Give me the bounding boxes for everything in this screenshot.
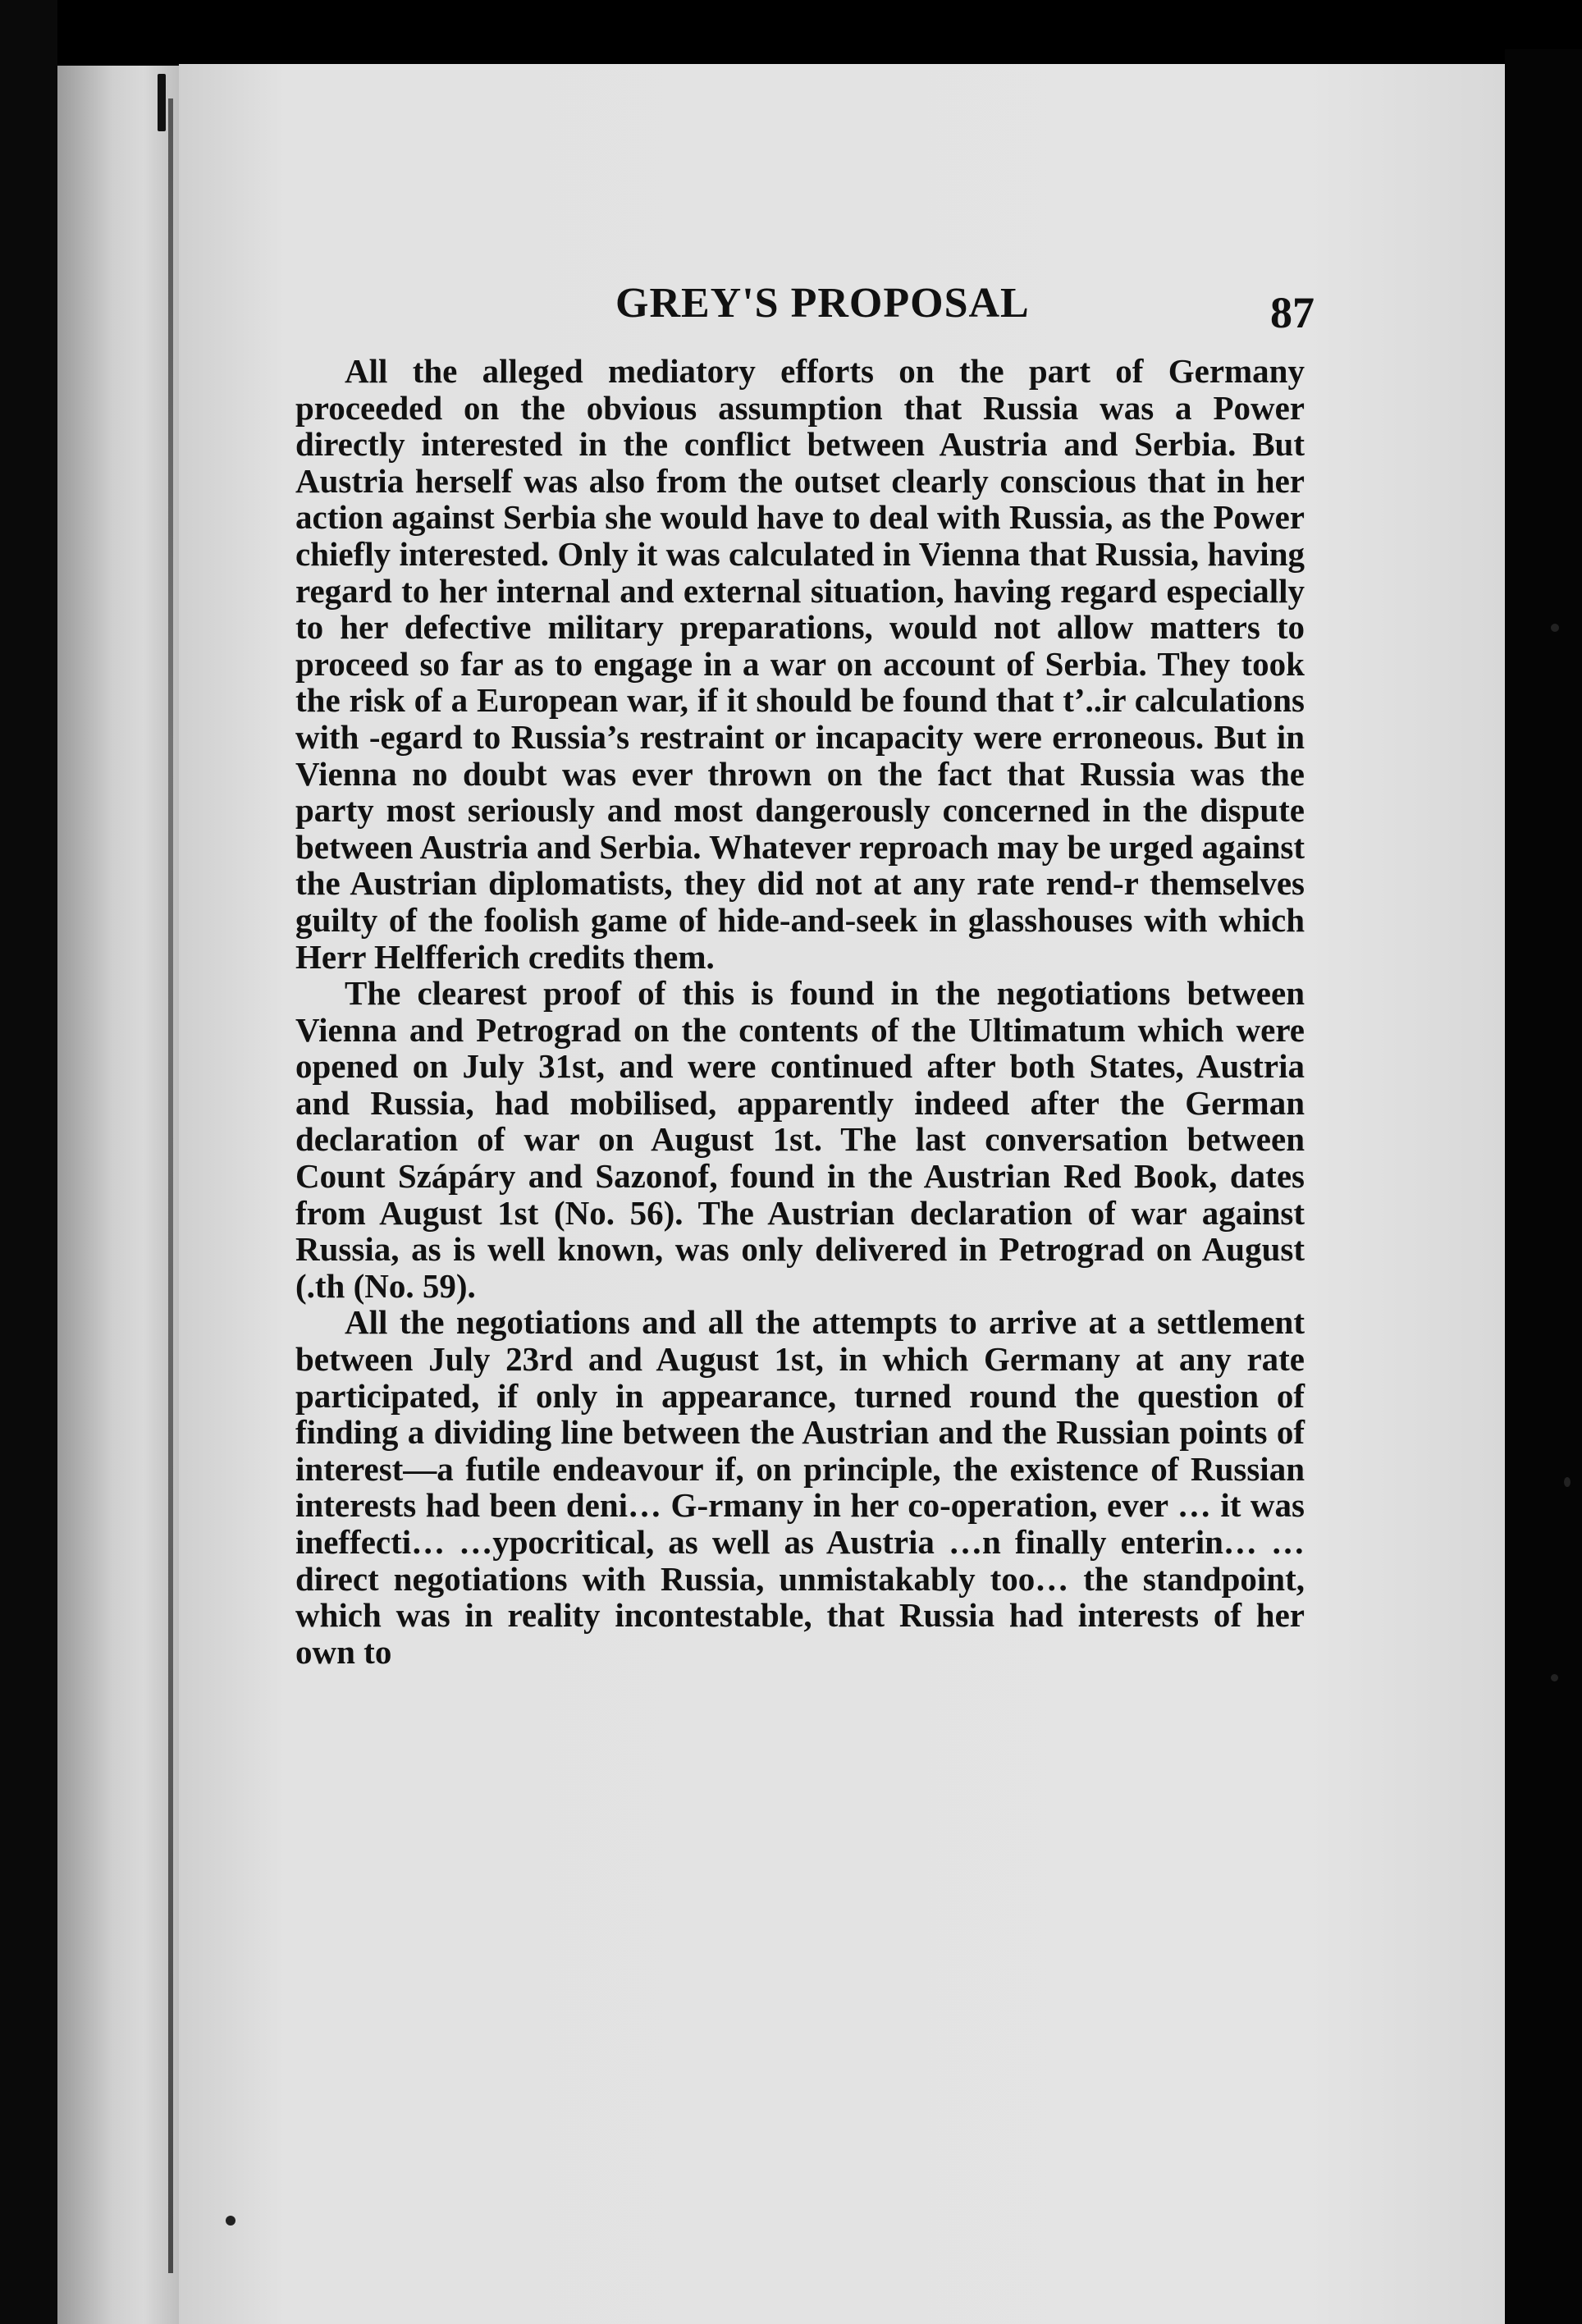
paragraph-2: The clearest proof of this is found in the negotiations between Vienna and Petrograd on the contents of the Ultimatum which were opened on July 31st, and were continued after both States, Austria and Russia, had mobilised, apparently indeed after the German declaration of war on August 1st. The last conversation between Count Szápáry and Sazonof, found in the Austrian Red Book, dates from August 1st (No. 56). The Austrian declaration of war against Russia, as is well known, was only delivered in Petrograd on August (.th (No. 59). [295, 974, 1305, 1305]
paragraph-1: All the alleged mediatory efforts on the part of Germany proceeded on the obvious assumption that Russia was a Power directly interested in the conflict between Austria and Serbia. But Austria herself was also from the outset clearly conscious that in her action against Serbia she would have to deal with Russia, as the Power chiefly interested. Only it was calculated in Vienna that Russia, having regard to her internal and external situation, having regard especially to her defective military preparations, would not allow matters to proceed so far as to engage in a war on account of Serbia. They took the risk of a European war, if it should be found that t’..ir calculations with ‑egard to Russia’s restraint or incapacity were erroneous. But in Vienna no doubt was ever thrown on the fact that Russia was the party most seriously and most dangerously concerned in the dispute between Austria and Serbia. Whatever reproach may be urged against the Austrian diplomatists, they did not at any rate rend‑r themselves guilty of the foolish game of hide-and-seek in glasshouses with which Herr Helfferich credits them. [295, 352, 1305, 976]
facing-page-edge [57, 66, 181, 2324]
running-title: GREY'S PROPOSAL [615, 280, 1030, 327]
scan-speck [1551, 1674, 1558, 1681]
scan-left-border [0, 0, 57, 2324]
body-text [295, 353, 1305, 1670]
scan-top-border [0, 0, 1582, 66]
binding-mark [158, 74, 166, 131]
page-number: 87 [1270, 288, 1315, 337]
scan-right-border [1505, 49, 1582, 2324]
scan-speck [1551, 624, 1559, 632]
scan-speck [1564, 1477, 1571, 1487]
paragraph-3: All the negotiations and all the attempts to arrive at a settlement between July 23rd and August 1st, in which Germany at any rate participated, if only in appearance, turned round the question of finding a dividing line between the Austrian and the Russian points of interest—a futile endeavour if, on principle, the existence of Russian interests had been deni… G‑rmany in her co-operation, ever … it was ineffecti… …ypocritical, as well as Austria …n finally enterin… …direct negotiations with Russia, unmistakably too… the standpoint, which was in reality incontestable, that Russia had interests of her own to [295, 1303, 1305, 1671]
gutter-shadow [168, 98, 173, 2273]
scan-speck [226, 2216, 235, 2226]
